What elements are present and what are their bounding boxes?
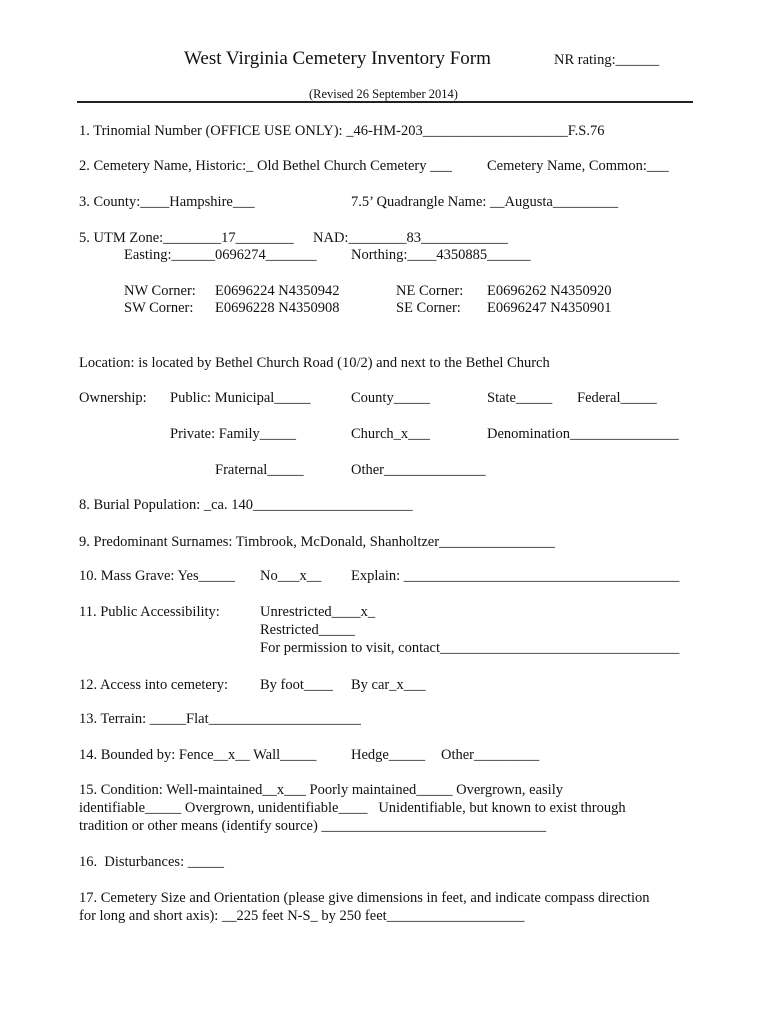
nw-corner-label: NW Corner: <box>124 283 196 299</box>
mass-grave-yes-field[interactable]: 10. Mass Grave: Yes_____ <box>79 568 235 584</box>
access-by-foot[interactable]: By foot____ <box>260 677 333 693</box>
size-orientation-line-1: 17. Cemetery Size and Orientation (please give dimensions in feet, and indicate compass direction <box>79 890 650 906</box>
ownership-denomination[interactable]: Denomination_______________ <box>487 426 679 442</box>
access-by-car[interactable]: By car_x___ <box>351 677 426 693</box>
cemetery-name-common-field[interactable]: Cemetery Name, Common:___ <box>487 158 669 174</box>
ownership-church[interactable]: Church_x___ <box>351 426 430 442</box>
mass-grave-explain-field[interactable]: Explain: ______________________________________ <box>351 568 680 584</box>
trinomial-number-field[interactable]: 1. Trinomial Number (OFFICE USE ONLY): _46-HM-203____________________F.S.76 <box>79 123 605 139</box>
public-accessibility-label: 11. Public Accessibility: <box>79 604 220 620</box>
nr-rating-field[interactable]: NR rating:______ <box>554 52 660 68</box>
ne-corner-label: NE Corner: <box>396 283 464 299</box>
revision-date: (Revised 26 September 2014) <box>309 87 458 101</box>
condition-line-3[interactable]: tradition or other means (identify source) _______________________________ <box>79 818 547 834</box>
accessibility-restricted[interactable]: Restricted_____ <box>260 622 356 638</box>
form-title: West Virginia Cemetery Inventory Form <box>184 48 491 69</box>
ownership-label: Ownership: <box>79 390 147 406</box>
nad-field[interactable]: NAD:________83____________ <box>313 230 508 246</box>
se-corner-value[interactable]: E0696247 N4350901 <box>487 300 612 316</box>
quadrangle-name-field[interactable]: 7.5’ Quadrangle Name: __Augusta_________ <box>351 194 619 210</box>
utm-zone-field[interactable]: 5. UTM Zone:________17________ <box>79 230 294 246</box>
size-orientation-line-2[interactable]: for long and short axis): __225 feet N-S_ by 250 feet___________________ <box>79 908 525 924</box>
ownership-state[interactable]: State_____ <box>487 390 553 406</box>
predominant-surnames-field[interactable]: 9. Predominant Surnames: Timbrook, McDonald, Shanholtzer________________ <box>79 534 556 550</box>
ownership-federal[interactable]: Federal_____ <box>577 390 657 406</box>
accessibility-unrestricted[interactable]: Unrestricted____x_ <box>260 604 376 620</box>
sw-corner-value[interactable]: E0696228 N4350908 <box>215 300 340 316</box>
burial-population-field[interactable]: 8. Burial Population: _ca. 140______________________ <box>79 497 413 513</box>
condition-line-2[interactable]: identifiable_____ Overgrown, unidentifiable____ Unidentifiable, but known to exist through <box>79 800 626 816</box>
bounded-by-hedge[interactable]: Hedge_____ <box>351 747 426 763</box>
permission-contact-field[interactable]: For permission to visit, contact_________________________________ <box>260 640 680 656</box>
county-field[interactable]: 3. County:____Hampshire___ <box>79 194 255 210</box>
access-into-cemetery-label: 12. Access into cemetery: <box>79 677 228 693</box>
terrain-field[interactable]: 13. Terrain: _____Flat_____________________ <box>79 711 361 727</box>
ne-corner-value[interactable]: E0696262 N4350920 <box>487 283 612 299</box>
mass-grave-no-field[interactable]: No___x__ <box>260 568 322 584</box>
ownership-fraternal[interactable]: Fraternal_____ <box>215 462 304 478</box>
se-corner-label: SE Corner: <box>396 300 461 316</box>
disturbances-field[interactable]: 16. Disturbances: _____ <box>79 854 224 870</box>
sw-corner-label: SW Corner: <box>124 300 194 316</box>
bounded-by-other[interactable]: Other_________ <box>441 747 540 763</box>
ownership-public-municipal[interactable]: Public: Municipal_____ <box>170 390 311 406</box>
nw-corner-value[interactable]: E0696224 N4350942 <box>215 283 340 299</box>
northing-field[interactable]: Northing:____4350885______ <box>351 247 531 263</box>
easting-field[interactable]: Easting:______0696274_______ <box>124 247 317 263</box>
ownership-other[interactable]: Other______________ <box>351 462 486 478</box>
header-divider <box>77 101 693 103</box>
ownership-private-family[interactable]: Private: Family_____ <box>170 426 297 442</box>
bounded-by-fence-wall[interactable]: 14. Bounded by: Fence__x__ Wall_____ <box>79 747 317 763</box>
cemetery-name-historic-field[interactable]: 2. Cemetery Name, Historic:_ Old Bethel Church Cemetery ___ <box>79 158 452 174</box>
ownership-county[interactable]: County_____ <box>351 390 430 406</box>
condition-line-1[interactable]: 15. Condition: Well-maintained__x___ Poorly maintained_____ Overgrown, easily <box>79 782 563 798</box>
location-field[interactable]: Location: is located by Bethel Church Road (10/2) and next to the Bethel Church <box>79 355 550 371</box>
